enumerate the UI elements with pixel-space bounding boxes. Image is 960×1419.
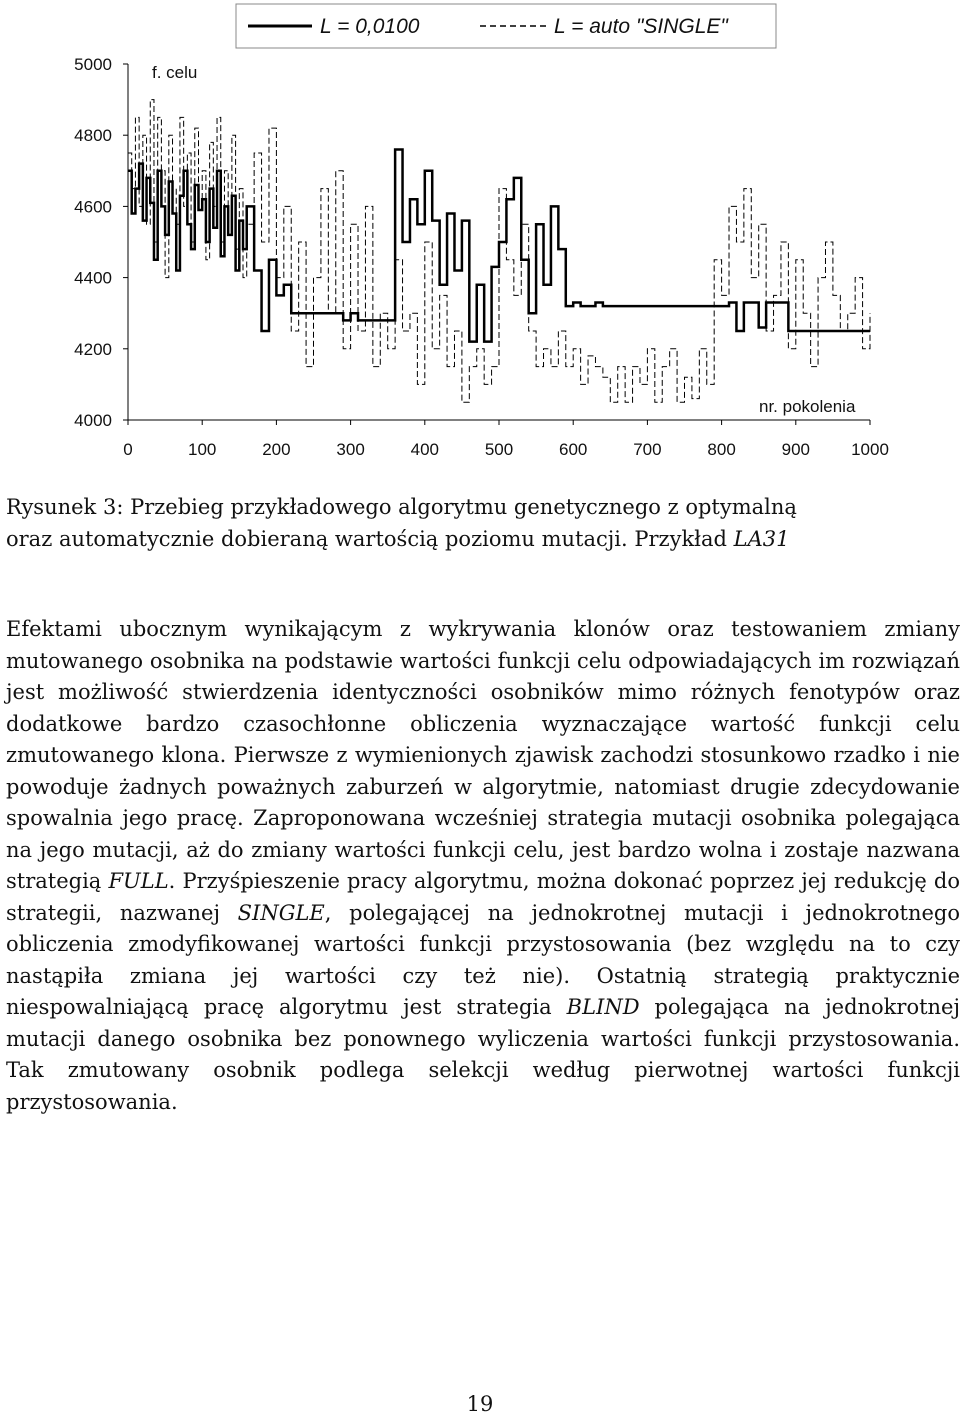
- y-tick-label: 4600: [74, 197, 112, 217]
- chart-legend: [236, 4, 776, 48]
- x-tick-label: 700: [633, 440, 662, 459]
- x-axis-ticks: [123, 420, 889, 459]
- y-tick-label: 4200: [74, 339, 112, 359]
- page-number: 19: [466, 1392, 494, 1416]
- strategy-single: SINGLE: [237, 900, 325, 925]
- x-tick-label: 500: [484, 440, 514, 459]
- y-axis-label: f. celu: [152, 63, 198, 82]
- body-text-2: . Przyśpieszenie pracy algorytmu, można dokonać poprzez jej redukcję do strategii, nazwanej: [6, 869, 960, 925]
- x-tick-label: 400: [410, 440, 439, 459]
- x-tick-label: 900: [781, 440, 810, 459]
- caption-line-1: Rysunek 3: Przebieg przykładowego algorytmu genetycznego z optymalną: [6, 495, 797, 519]
- x-tick-label: 300: [336, 440, 365, 459]
- y-tick-label: 4800: [74, 126, 112, 146]
- figure-chart: [0, 0, 960, 470]
- y-tick-label: 4000: [74, 411, 112, 430]
- body-paragraph: [6, 614, 960, 1118]
- x-tick-label: 600: [559, 440, 588, 459]
- y-tick-label: 5000: [74, 55, 112, 74]
- x-tick-label: 200: [262, 440, 291, 459]
- body-text-4: polegająca na jednokrotnej mutacji danego osobnika bez ponownego wyliczenia wartości funkcji przystosowania. Tak zmutowany osobnik podlega selekcji według pierwotnej wartości funkcji przystosowania.: [6, 995, 960, 1114]
- strategy-blind: BLIND: [566, 995, 640, 1019]
- caption-line-2: oraz automatycznie dobieraną wartością poziomu mutacji. Przykład: [6, 526, 734, 551]
- figure-caption: [6, 492, 960, 555]
- x-axis-label: nr. pokolenia: [759, 397, 856, 416]
- y-tick-label: 4400: [74, 268, 112, 288]
- body-text-1: Efektami ubocznym wynikającym z wykrywania klonów oraz testowaniem zmiany mutowanego osobnika na podstawie wartości funkcji celu odpowiadających im rozwiązań jest możliwość stwierdzenia identyczności osobników mimo różnych fenotypów oraz dodatkowe bardzo czasochłonne obliczenia wyznaczające wartość funkcji celu zmutowanego klona. Pierwsze z wymienionych zjawisk zachodzi stosunkowo rzadko i nie powoduje żadnych poważnych zaburzeń w algorytmie, natomiast drugie zdecydowanie spowalnia jego pracę. Zaproponowana wcześniej strategia mutacji osobnika polegająca na jego mutacji, aż do zmiany wartości funkcji celu, jest bardzo wolna i zostaje nazwana strategią: [6, 617, 960, 893]
- series-layer: [128, 100, 870, 403]
- y-axis-ticks: [74, 55, 128, 430]
- legend-label-solid: L = 0,0100: [320, 15, 420, 38]
- x-tick-label: 0: [123, 440, 133, 459]
- x-tick-label: 800: [707, 440, 736, 459]
- legend-label-dashed: L = auto "SINGLE": [554, 15, 728, 38]
- x-tick-label: 100: [188, 440, 217, 459]
- body-text-3: , polegającej na jednokrotnej mutacji i jednokrotnego obliczenia zmodyfikowanej wartości funkcji przystosowania (bez względu na to czy nastąpiła zmiana jej wartości czy też nie). Ostatnią strategią praktycznie niespowalniającą pracę algorytmu jest strategia: [6, 900, 960, 1019]
- caption-example-code: LA31: [733, 526, 790, 551]
- x-tick-label: 1000: [851, 440, 889, 459]
- strategy-full: FULL: [108, 869, 169, 893]
